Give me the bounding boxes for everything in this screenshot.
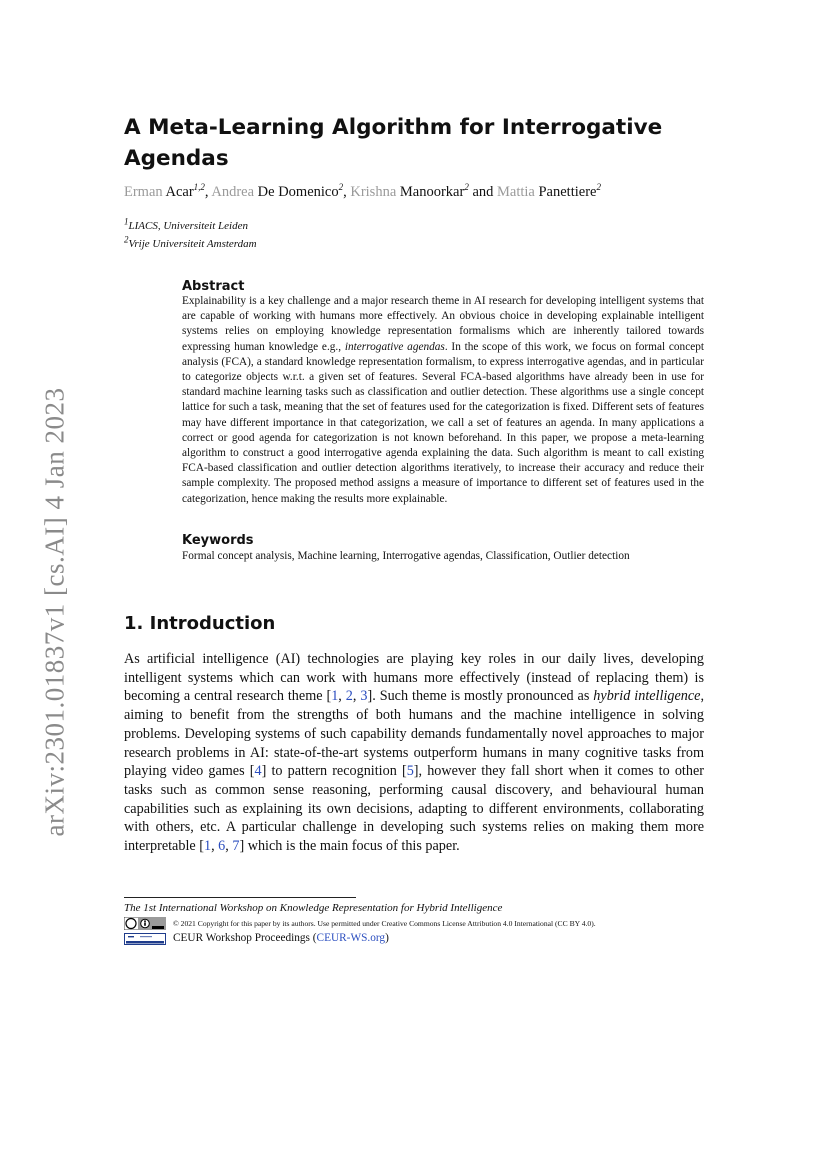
cc-by-license-icon — [124, 917, 166, 930]
author-first-name: Andrea — [211, 184, 255, 200]
abstract-text-part: . In the scope of this work, we focus on formal concept analysis (FCA), a standard knowledge representation formalism, to express interrogative agendas, and in particular to categorize objects w.r.t. a given set of features. Several FCA-based algorithms have already been in use for standard machine learning tasks such as classification and outlier detection. These algorithms use a single concept lattice for such a task, meaning that the set of features used for the categorization is fixed. Different sets of features may have different importance in that categorization, we call a set of features an agenda. In many applications a correct or good agenda for categorization is not known beforehand. In this paper, we propose a meta-learning algorithm to construct a good interrogative agenda explaining the data. Such algorithm is meant to call existing FCA-based classification and outlier detection algorithms iteratively, to increase their accuracy and reduce their sample complexity. The proposed method assigns a measure of importance to different set of features used in the categorization, hence making the results more explainable. — [182, 340, 705, 505]
author-last-name: De Domenico — [257, 184, 339, 200]
citation-link[interactable]: 2 — [345, 688, 353, 705]
intro-emphasis: hybrid intelligence — [593, 688, 701, 705]
arxiv-identifier-stamp: arXiv:2301.01837v1 [cs.AI] 4 Jan 2023 — [39, 387, 70, 837]
citation-link[interactable]: 1 — [203, 838, 212, 855]
intro-text-part: , — [211, 838, 219, 855]
intro-text-part: ] which is the main focus of this paper. — [239, 838, 460, 855]
citation-link[interactable]: 1 — [331, 688, 339, 705]
ceur-workshop-logo — [124, 933, 166, 945]
intro-text-part: ]. Such theme is mostly pronounced as — [367, 688, 594, 705]
author-affiliation-mark: 2 — [464, 182, 469, 193]
citation-link[interactable]: 3 — [360, 688, 368, 705]
copyright-notice: © 2021 Copyright for this paper by its authors. Use permitted under Creative Commons License Attribution 4.0 International (CC BY 4.0). — [173, 919, 596, 928]
paper-title: A Meta-Learning Algorithm for Interrogative Agendas — [124, 115, 663, 171]
author-affiliation-mark: 2 — [338, 182, 344, 193]
intro-text-part: ], however they fall short when it comes to other tasks such as common sense reasoning, performing causal discovery, and behavioural human capabilities such as explaining its own decisions, adapting to different environments, collaborating with others, etc. A particular challenge in developing such systems relies on making them more interpretable [ — [124, 763, 704, 855]
ceur-text-part: CEUR Workshop Proceedings ( — [173, 932, 317, 944]
intro-text-part: , aiming to benefit from the strengths of both humans and the machine intelligence in solving problems. Developing systems of such capability demands fundamentally novel approaches to major research problems in AI: state-of-the-art systems outperform humans in many cognitive tasks from playing video games [ — [124, 688, 705, 780]
affiliation-text: LIACS, Universiteit Leiden — [128, 220, 248, 232]
abstract-heading: Abstract — [182, 279, 245, 294]
keywords-heading: Keywords — [182, 533, 254, 548]
keywords-list: Formal concept analysis, Machine learning, Interrogative agendas, Classification, Outlier detection — [182, 550, 630, 562]
author-first-name: Mattia — [497, 184, 535, 200]
author-and: and — [472, 184, 494, 200]
author-first-name: Erman — [124, 184, 163, 200]
citation-link[interactable]: 5 — [406, 763, 414, 780]
author-separator: , — [204, 184, 209, 200]
citation-link[interactable]: 4 — [254, 763, 262, 780]
citation-link[interactable]: 7 — [232, 838, 240, 855]
intro-text-part: , — [225, 838, 233, 855]
ceur-proceedings-line — [173, 932, 389, 944]
affiliation — [124, 216, 248, 232]
affiliation-mark: 2 — [124, 234, 129, 245]
affiliation-mark: 1 — [124, 216, 129, 227]
ceur-ws-link[interactable]: CEUR-WS.org — [316, 932, 386, 944]
author-first-name: Krishna — [350, 184, 397, 200]
citation-link[interactable]: 6 — [218, 838, 226, 855]
abstract-text-part: Explainability is a key challenge and a major research theme in AI research for developing intelligent systems that are capable of working with humans more effectively. An obvious choice in developing explainable intelligent systems relies on employing knowledge representation formalisms which are inherently tailored towards expressing human knowledge e.g., — [182, 295, 704, 353]
author-list — [124, 184, 601, 201]
abstract-body — [182, 294, 704, 507]
intro-text-part: , — [352, 688, 361, 705]
author-affiliation-mark: 2 — [596, 182, 601, 193]
intro-text-part: As artificial intelligence (AI) technologies are playing key roles in our daily lives, developing intelligent systems which can work with humans more effectively (instead of replacing them) is becoming a central research theme [ — [124, 651, 704, 705]
author-last-name: Acar — [165, 184, 194, 200]
ceur-text-part: ) — [385, 932, 389, 944]
affiliation-text: Vrije Universiteit Amsterdam — [128, 238, 257, 250]
author-affiliation-mark: 1,2 — [193, 182, 205, 193]
section-heading-introduction: 1. Introduction — [124, 613, 276, 634]
abstract-emphasis: interrogative agendas — [344, 340, 445, 353]
intro-text-part: , — [338, 688, 346, 705]
author-last-name: Panettiere — [538, 184, 597, 200]
workshop-note: The 1st International Workshop on Knowledge Representation for Hybrid Intelligence — [124, 902, 503, 914]
author-last-name: Manoorkar — [399, 184, 465, 200]
affiliation — [124, 234, 257, 250]
author-separator: , — [343, 184, 347, 200]
intro-text-part: ] to pattern recognition [ — [261, 763, 407, 780]
introduction-paragraph — [124, 650, 704, 856]
footnote-divider — [124, 897, 356, 898]
